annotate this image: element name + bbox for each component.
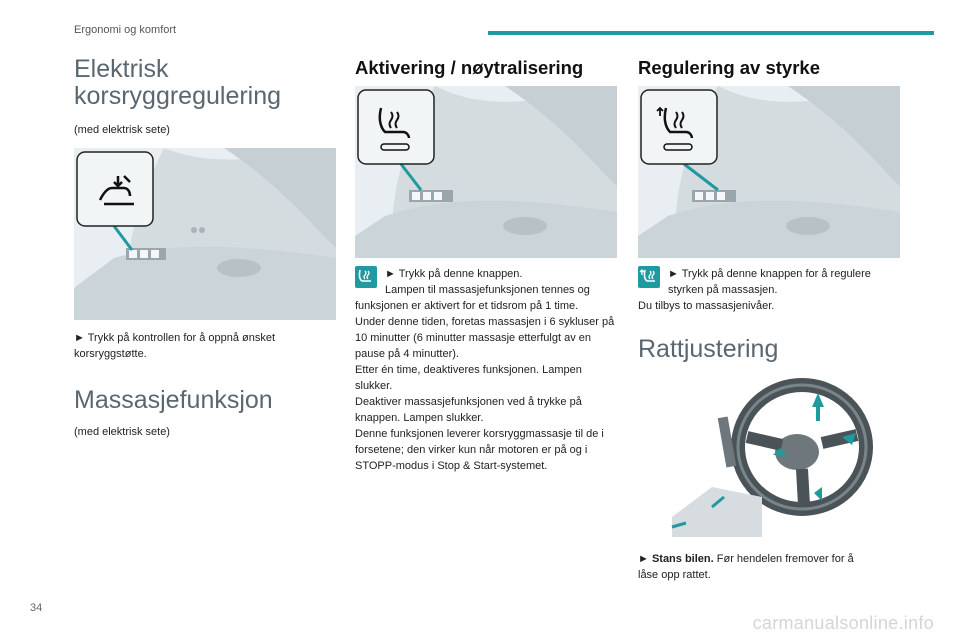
header-section-title: Ergonomi og komfort bbox=[74, 24, 177, 36]
steering-step-bold: ► Stans bilen. bbox=[638, 553, 714, 565]
function-info-text: Denne funksjonen leverer korsryggmassasje til de i forsetene; den virker kun når motoren er på og i STOPP-modus i Stop & Start-systemet. bbox=[355, 428, 604, 472]
massage-seat-icon bbox=[373, 102, 417, 152]
activation-lamp-text: Lampen til massasjefunksjonen tennes og bbox=[385, 284, 590, 296]
watermark: carmanualsonline.info bbox=[752, 613, 934, 633]
lumbar-adjust-icon bbox=[94, 170, 138, 210]
column-activation bbox=[355, 56, 617, 474]
page-number: 34 bbox=[30, 602, 43, 614]
lumbar-subtitle: (med elektrisk sete) bbox=[74, 124, 170, 136]
massage-cycles-text: Under denne tiden, foretas massasjen i 6 sykluser på 10 minutter (6 minutter massasje etterfulgt av en pause på 4 minutter). bbox=[355, 316, 615, 360]
steering-step-cont: låse opp rattet. bbox=[638, 569, 711, 581]
steering-step-text: Før hendelen fremover for å bbox=[716, 553, 854, 565]
steering-wheel-illustration bbox=[652, 377, 892, 537]
steering-instruction bbox=[638, 551, 900, 567]
column-intensity bbox=[638, 56, 900, 583]
activation-step: ► Trykk på denne knappen. bbox=[385, 268, 523, 280]
lumbar-instruction: ► Trykk på kontrollen for å oppnå ønsket korsryggstøtte. bbox=[74, 332, 276, 360]
steering-section-title: Rattjustering bbox=[638, 335, 779, 363]
column-lumbar bbox=[74, 56, 336, 438]
lumbar-title: Elektrisk korsryggregulering bbox=[74, 55, 282, 110]
massage-intensity-illustration bbox=[638, 86, 900, 258]
massage-seat-illustration bbox=[355, 86, 617, 258]
activation-duration-text: funksjonen er aktivert for et tidsrom på 1 time. bbox=[355, 300, 579, 312]
header-accent-rule bbox=[488, 31, 934, 35]
deactivate-text: Deaktiver massasjefunksjonen ved å trykke på knappen. Lampen slukker. bbox=[355, 396, 582, 424]
intensity-button-icon bbox=[638, 266, 660, 288]
massage-subtitle: (med elektrisk sete) bbox=[74, 426, 170, 438]
intensity-title: Regulering av styrke bbox=[638, 57, 820, 78]
intensity-step-cont: styrken på massasjen. bbox=[668, 284, 778, 296]
massage-button-icon bbox=[355, 266, 377, 288]
massage-intensity-icon bbox=[656, 102, 700, 152]
intensity-levels-text: Du tilbys to massasjenivåer. bbox=[638, 300, 775, 312]
massage-section-title: Massasjefunksjon bbox=[74, 386, 273, 414]
activation-title: Aktivering / nøytralisering bbox=[355, 57, 584, 78]
lumbar-seat-illustration bbox=[74, 148, 336, 320]
auto-off-text: Etter én time, deaktiveres funksjonen. Lampen slukker. bbox=[355, 364, 582, 392]
intensity-step: ► Trykk på denne knappen for å regulere bbox=[668, 268, 871, 280]
